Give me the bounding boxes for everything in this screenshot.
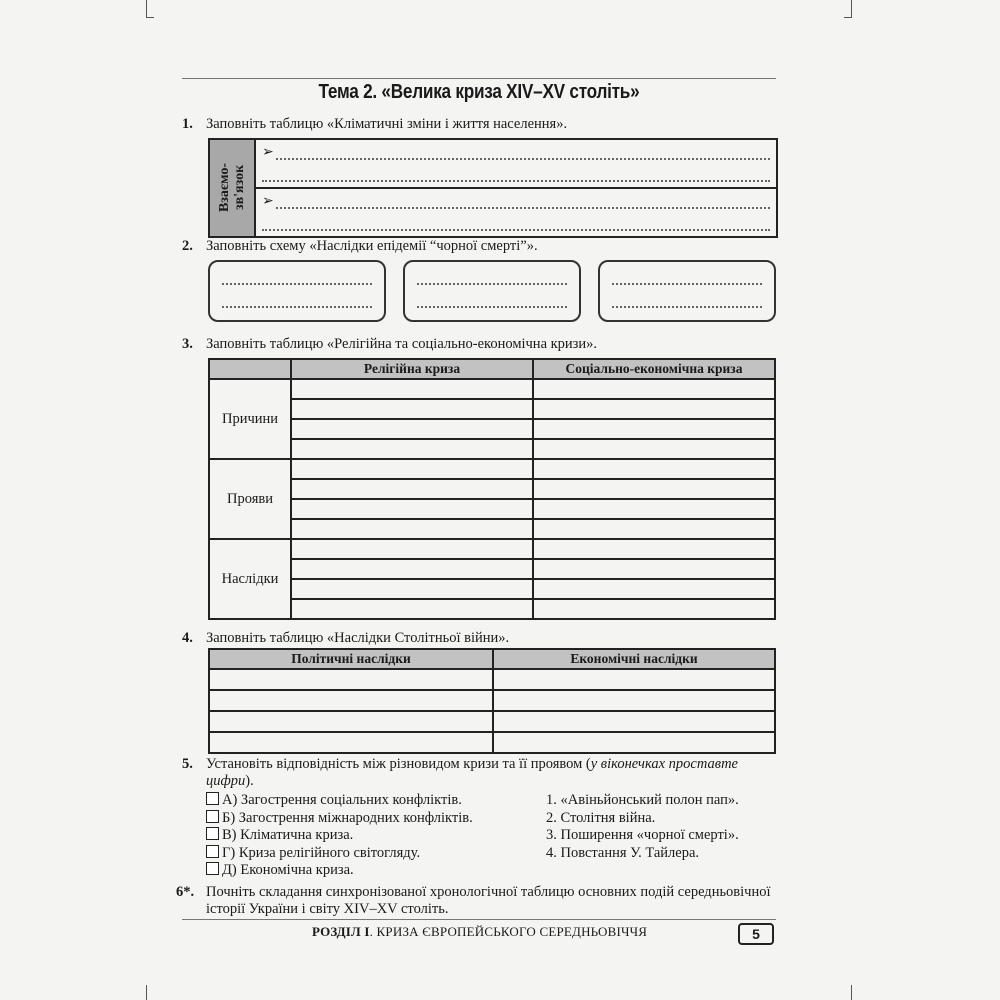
list-item: 2. Столітня війна. [546, 809, 656, 826]
dotted-line[interactable] [612, 268, 762, 285]
crop-mark [844, 17, 852, 28]
task-1 [182, 116, 776, 133]
list-item-label: Г) Криза релігійного світогляду. [222, 844, 421, 861]
table-cell[interactable] [493, 732, 775, 753]
table-cell[interactable] [493, 690, 775, 711]
relation-row[interactable] [256, 140, 776, 187]
dotted-line[interactable] [417, 291, 567, 308]
relation-row[interactable] [256, 187, 776, 236]
table-row [209, 499, 775, 519]
answer-box[interactable] [206, 845, 219, 858]
page-number: 5 [738, 923, 774, 945]
table-cell[interactable] [291, 539, 533, 559]
column-header: Економічні наслідки [493, 649, 775, 669]
task-number: 4. [182, 630, 193, 646]
answer-box[interactable] [206, 827, 219, 840]
column-header [209, 359, 291, 379]
table-row [209, 599, 775, 619]
scheme-box[interactable] [208, 260, 386, 322]
task-number: 1. [182, 116, 193, 132]
table-cell[interactable] [209, 711, 493, 732]
crop-mark [146, 17, 154, 28]
table-cell[interactable] [209, 669, 493, 690]
row-label-consequences: Наслідки [209, 539, 291, 619]
header-rule [182, 78, 776, 79]
dotted-line[interactable] [262, 215, 770, 231]
table-row [209, 439, 775, 459]
table-cell[interactable] [533, 419, 775, 439]
task-number: 5. [182, 756, 193, 772]
black-death-scheme [208, 260, 776, 326]
list-item [206, 810, 473, 828]
table-row [209, 579, 775, 599]
arrow-icon: ➢ [262, 145, 274, 160]
table-cell[interactable] [291, 559, 533, 579]
climate-table [208, 138, 778, 238]
crop-mark [146, 0, 157, 18]
table-cell[interactable] [533, 579, 775, 599]
table-row [209, 669, 775, 690]
crisis-types-list [206, 792, 473, 880]
table-cell[interactable] [209, 732, 493, 753]
table-row [209, 479, 775, 499]
table-cell[interactable] [533, 539, 775, 559]
table-cell[interactable] [291, 579, 533, 599]
task-text-part: Установіть відповідність між різновидом кризи та її проявом ( [206, 756, 591, 772]
list-item-label: Д) Економічна криза. [222, 862, 354, 878]
dotted-line[interactable] [222, 291, 372, 308]
relation-rows [256, 140, 776, 236]
task-text [206, 756, 776, 790]
table-cell[interactable] [209, 690, 493, 711]
table-cell[interactable] [291, 419, 533, 439]
column-header: Соціально-економічна криза [533, 359, 775, 379]
dotted-line[interactable] [276, 144, 770, 160]
task-text-part: ). [245, 773, 254, 789]
task-4 [182, 630, 776, 647]
row-label-causes: Причини [209, 379, 291, 459]
relation-label-cell [210, 140, 256, 236]
table-header-row [209, 649, 775, 669]
section-title [312, 924, 647, 940]
task-text: Заповніть таблицю «Кліматичні зміни і життя населення». [206, 116, 568, 132]
table-row [209, 539, 775, 559]
answer-box[interactable] [206, 792, 219, 805]
dotted-line[interactable] [417, 268, 567, 285]
table-cell[interactable] [533, 599, 775, 619]
table-cell[interactable] [493, 669, 775, 690]
list-item-label: В) Кліматична криза. [222, 827, 354, 843]
worksheet-page [176, 78, 776, 917]
table-row [209, 379, 775, 399]
crop-mark [851, 0, 862, 18]
page-title: Тема 2. «Велика криза XIV–XV століть» [318, 81, 640, 103]
table-cell[interactable] [533, 479, 775, 499]
table-cell[interactable] [533, 379, 775, 399]
list-item-label: Б) Загострення міжнародних конфліктів. [222, 809, 473, 826]
list-item [206, 827, 473, 845]
answer-box[interactable] [206, 862, 219, 875]
table-cell[interactable] [291, 379, 533, 399]
dotted-line[interactable] [276, 193, 770, 209]
table-cell[interactable] [291, 459, 533, 479]
dotted-line[interactable] [612, 291, 762, 308]
task-text: Почніть складання синхронізованої хронологічної таблицю основних подій середньовічної історії України і світу XIV–XV століть. [206, 884, 771, 917]
table-cell[interactable] [533, 439, 775, 459]
crop-mark [851, 985, 862, 1000]
table-cell[interactable] [291, 479, 533, 499]
column-header: Релігійна криза [291, 359, 533, 379]
crisis-table [208, 358, 776, 620]
task-3 [182, 336, 776, 353]
table-header-row [209, 359, 775, 379]
relation-label: Взаємо- зв'язок [217, 163, 247, 213]
list-item: 4. Повстання У. Тайлера. [546, 844, 700, 861]
table-row [209, 690, 775, 711]
task-text-emphasis: у віконечках проставте цифри [206, 756, 738, 789]
table-cell[interactable] [533, 499, 775, 519]
scheme-box[interactable] [598, 260, 776, 322]
table-cell[interactable] [533, 399, 775, 419]
list-item [206, 845, 473, 863]
task-text: Заповніть таблицю «Наслідки Столітньої війни». [206, 630, 510, 646]
section-name: . КРИЗА ЄВРОПЕЙСЬКОГО СЕРЕДНЬОВІЧЧЯ [369, 924, 648, 939]
column-header: Політичні наслідки [209, 649, 493, 669]
row-label-manifestations: Прояви [209, 459, 291, 539]
task-2 [182, 238, 776, 255]
table-row [209, 559, 775, 579]
table-row [209, 519, 775, 539]
crop-mark [146, 985, 157, 1000]
task-number: 2. [182, 238, 193, 254]
table-cell[interactable] [291, 499, 533, 519]
table-cell[interactable] [493, 711, 775, 732]
task-number: 6*. [176, 884, 195, 900]
table-cell[interactable] [291, 599, 533, 619]
dotted-line[interactable] [262, 166, 770, 182]
task-text: Заповніть таблицю «Релігійна та соціально-економічна кризи». [206, 336, 598, 352]
task-text: Заповніть схему «Наслідки епідемії “чорної смерті”». [206, 238, 538, 254]
table-cell[interactable] [533, 459, 775, 479]
task-number: 3. [182, 336, 193, 352]
table-row [209, 419, 775, 439]
hundred-years-war-table [208, 648, 776, 754]
table-cell[interactable] [533, 519, 775, 539]
list-item: 1. «Авіньйонський полон пап». [546, 792, 739, 808]
answer-box[interactable] [206, 810, 219, 823]
arrow-icon: ➢ [262, 194, 274, 209]
table-row [209, 399, 775, 419]
table-cell[interactable] [533, 559, 775, 579]
list-item-label: А) Загострення соціальних конфліктів. [222, 792, 462, 808]
table-row [209, 711, 775, 732]
list-item [206, 792, 473, 810]
table-row [209, 732, 775, 753]
dotted-line[interactable] [222, 268, 372, 285]
task-6 [176, 884, 776, 918]
section-number: РОЗДІЛ І [312, 924, 370, 939]
task-5 [182, 756, 776, 790]
table-row [209, 459, 775, 479]
table-cell[interactable] [291, 439, 533, 459]
list-item: 3. Поширення «чорної смерті». [546, 827, 739, 843]
table-cell[interactable] [291, 399, 533, 419]
list-item [206, 862, 473, 880]
table-cell[interactable] [291, 519, 533, 539]
page-footer [182, 919, 776, 942]
manifestations-list [546, 792, 739, 862]
scheme-box[interactable] [403, 260, 581, 322]
